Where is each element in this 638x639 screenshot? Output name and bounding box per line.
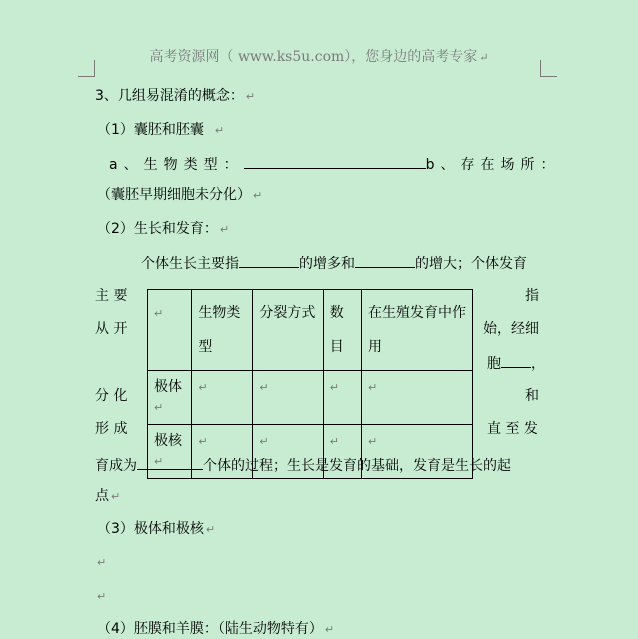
location-label: b、存在场所： [425,157,561,173]
margin-corner-right [540,60,557,77]
header-division-mode: 分裂方式 [259,305,316,321]
line-development-definition [95,455,511,475]
type-blank[interactable] [244,154,426,169]
header-count: 数目 [329,305,344,355]
wrap-left-3: 分 化 [95,388,128,404]
cell-mark-icon: ↵ [154,307,164,320]
wrap-left-2: 从 开 [95,321,128,337]
wrap-right-5: 直 至 发 [487,421,538,437]
growth-blank-2[interactable] [355,253,415,268]
paragraph-mark-icon: ↵ [97,590,107,603]
section-3-heading: （3）极体和极核 [97,521,204,537]
row-label-cell[interactable] [148,371,192,425]
wrap-right-1: 指 [525,288,539,304]
development-blank[interactable] [137,455,203,470]
paragraph-mark-icon: ↵ [205,523,216,536]
cell-mark-icon: ↵ [329,435,339,448]
paragraph-mark-icon: ↵ [219,223,230,236]
table-cell[interactable] [253,371,323,425]
cell-mark-icon: ↵ [154,401,164,414]
section-1-heading: （1）囊胚和胚囊 [97,122,204,138]
development-text-b: 个体的过程；生长是发育的基础，发育是生长的起 [203,458,511,474]
line-section-1 [97,121,224,140]
wrap-right-2: 始，经细 [483,321,539,337]
header-role: 在生殖发育中作用 [367,305,466,355]
wrap-right-3-text: 胞 [487,356,501,372]
header-organism-type: 生物类型 [198,305,241,355]
growth-text-b: 的增多和 [299,256,355,272]
row-label-polar-nucleus: 极核 [154,433,182,449]
wrap-right-3-comma: ， [531,356,545,372]
line-development-end [95,487,120,506]
table-header-cell[interactable] [192,290,253,371]
growth-blank-1[interactable] [239,253,299,268]
paragraph-mark-icon: ↵ [245,90,256,103]
line-blastula-note [97,186,262,205]
line-concepts-title [95,87,255,106]
table-header-row [148,290,473,371]
cell-mark-icon: ↵ [329,381,339,394]
cell-mark-icon: ↵ [198,435,208,448]
blastula-note-text: （囊胚早期细胞未分化） [97,187,251,203]
paragraph-mark-icon: ↵ [324,623,335,636]
line-section-2 [97,220,229,239]
type-label: a、生物类型： [109,157,244,173]
empty-paragraph[interactable] [95,587,106,606]
line-section-4 [97,620,334,639]
empty-paragraph[interactable] [95,553,106,572]
growth-text-a: 个体生长主要指 [141,256,239,272]
growth-text-c: 的增大；个体发育 [415,256,527,272]
table-header-cell[interactable] [361,290,472,371]
wrap-left-1: 主 要 [95,288,128,304]
cell-mark-icon: ↵ [367,381,378,394]
paragraph-mark-icon: ↵ [479,51,489,64]
table-cell[interactable] [361,371,472,425]
table-cell[interactable] [192,371,253,425]
row-label-polar-body: 极体 [154,379,182,395]
cell-mark-icon: ↵ [259,381,269,394]
cell-mark-icon: ↵ [367,435,378,448]
table-cell[interactable] [323,371,361,425]
section-2-heading: （2）生长和发育： [97,221,218,237]
development-text-a: 育成为 [95,458,137,474]
table-header-cell[interactable] [253,290,323,371]
section-4-heading: （4）胚膜和羊膜：（陆生动物特有） [97,621,323,637]
table-corner-cell[interactable] [148,290,192,371]
line-section-3 [97,520,215,539]
margin-corner-left [78,60,95,77]
cell-blank[interactable] [501,353,531,368]
cell-mark-icon: ↵ [259,435,269,448]
wrap-right-4: 和 [525,388,539,404]
paragraph-mark-icon: ↵ [214,124,225,137]
wrap-right-3 [487,353,545,373]
cell-mark-icon: ↵ [198,381,208,394]
line-type-location [109,154,560,174]
paragraph-mark-icon: ↵ [111,490,121,503]
cell-mark-icon: ↵ [154,455,164,468]
comparison-table [147,289,473,479]
wrap-left-4: 形 成 [95,421,128,437]
development-end-text: 点 [95,488,109,504]
table-header-cell[interactable] [323,290,361,371]
concepts-title-text: 3、几组易混淆的概念： [95,88,244,104]
paragraph-mark-icon: ↵ [97,556,107,569]
header-text: 高考资源网（ www.ks5u.com），您身边的高考专家 [149,49,478,65]
paragraph-mark-icon: ↵ [253,189,263,202]
line-growth-definition [141,253,527,273]
table-row [148,371,473,425]
